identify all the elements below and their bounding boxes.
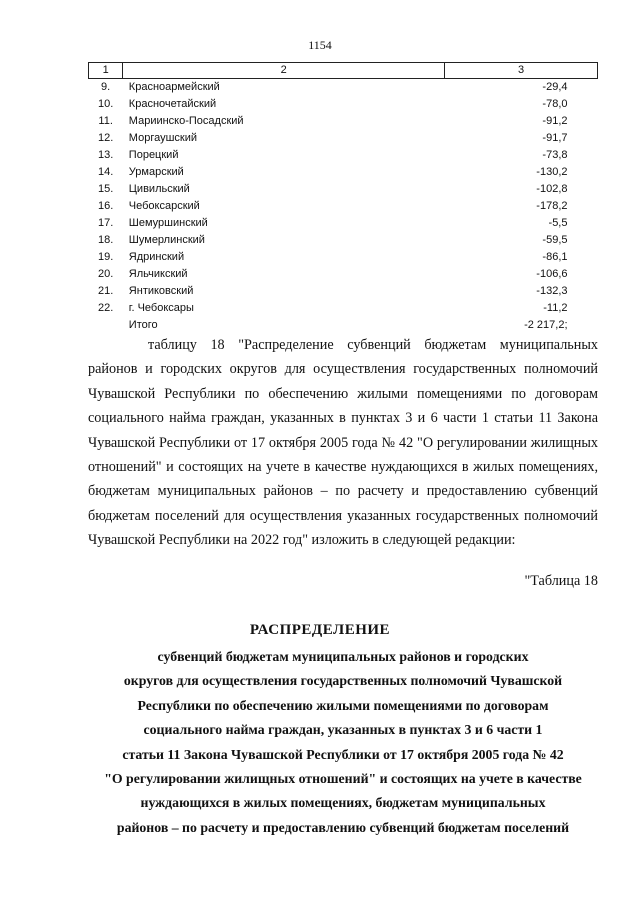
- table-label: "Таблица 18: [524, 573, 598, 589]
- heading-title: РАСПРЕДЕЛЕНИЕ: [249, 622, 391, 638]
- row-value: -29,4: [542, 81, 568, 93]
- header-col-2: 2: [123, 63, 445, 79]
- row-value: -102,8: [536, 183, 568, 195]
- row-number: 9.: [101, 81, 111, 93]
- row-value: -78,0: [542, 98, 568, 110]
- table-header-row: [89, 63, 598, 79]
- row-number: 13.: [98, 149, 114, 161]
- row-name: Порецкий: [128, 149, 179, 161]
- row-name: Яльчикский: [128, 268, 188, 280]
- table-row: [89, 215, 598, 232]
- heading-line: нуждающихся в жилых помещениях, бюджетам муниципальных: [140, 795, 546, 811]
- header-col-3: 3: [445, 63, 598, 79]
- row-name: Шумерлинский: [128, 234, 205, 246]
- table-row: [89, 79, 598, 97]
- table-row: [89, 147, 598, 164]
- table-row: [89, 181, 598, 198]
- row-number: 22.: [98, 302, 114, 314]
- row-name: Мариинско-Посадский: [128, 115, 244, 127]
- row-value: -5,5: [548, 217, 568, 229]
- table-row: [89, 317, 598, 334]
- row-name: Ядринский: [128, 251, 185, 263]
- heading-line: Республики по обеспечению жилыми помещениями по договорам: [137, 697, 549, 713]
- row-name: Красночетайский: [128, 98, 217, 110]
- row-value: -86,1: [542, 251, 568, 263]
- row-value: -132,3: [536, 285, 568, 297]
- row-name: Урмарский: [128, 166, 184, 178]
- row-number: 11.: [98, 115, 113, 127]
- body-paragraph: таблицу 18 "Распределение субвенций бюджетам муниципальных районов и городских округов для осуществления государственных полномочий Чувашской Республики по обеспечению жилыми помещениями по договорам социального найма граждан, указанных в пунктах 3 и 6 части 1 статьи 11 Закона Чувашской Республики от 17 октября 2005 года № 42 "О регулировании жилищных отношений" и состоящих на учете в качестве нуждающихся в жилых помещениях, бюджетам муниципальных районов – по расчету и предоставлению субвенций бюджетам поселений для осуществления указанных государственных полномочий Чувашской Республики на 2022 год" изложить в следующей редакции:: [88, 337, 598, 549]
- row-value: -91,2: [542, 115, 568, 127]
- table-row: [89, 249, 598, 266]
- row-number: 19.: [98, 251, 114, 263]
- row-number: 16.: [98, 200, 114, 212]
- table-row: [89, 198, 598, 215]
- table-row: [89, 164, 598, 181]
- heading-line: статьи 11 Закона Чувашской Республики от 17 октября 2005 года № 42: [122, 746, 564, 762]
- row-number: 18.: [98, 234, 114, 246]
- page-number: 1154: [308, 38, 332, 52]
- heading-line: районов – по расчету и предоставлению субвенций бюджетам поселений: [116, 819, 570, 835]
- row-number: 21.: [98, 285, 114, 297]
- row-value: -178,2: [536, 200, 568, 212]
- row-name: г. Чебоксары: [128, 302, 194, 314]
- table-row: [89, 266, 598, 283]
- row-number: 14.: [98, 166, 114, 178]
- row-number: 17.: [98, 217, 114, 229]
- table-row: [89, 300, 598, 317]
- heading-line: субвенций бюджетам муниципальных районов и городских: [157, 649, 529, 664]
- table-row: [89, 232, 598, 249]
- table-row: [89, 283, 598, 300]
- row-name: Цивильский: [128, 183, 190, 195]
- table-row: [89, 96, 598, 113]
- row-value: -2 217,2;: [524, 319, 568, 331]
- row-number: 15.: [98, 183, 114, 195]
- row-value: -106,6: [536, 268, 568, 280]
- row-name: Шемуршинский: [128, 217, 208, 229]
- row-name: Красноармейский: [128, 81, 220, 93]
- row-name: Чебоксарский: [128, 200, 200, 212]
- row-name: Итого: [128, 319, 158, 331]
- row-number: 12.: [98, 132, 114, 144]
- row-value: -91,7: [542, 132, 568, 144]
- row-number: 20.: [98, 268, 114, 280]
- row-number: [89, 317, 123, 334]
- heading-line: "О регулировании жилищных отношений" и состоящих на учете в качестве: [104, 771, 582, 787]
- row-value: -11,2: [543, 302, 568, 314]
- heading-line: социального найма граждан, указанных в пунктах 3 и 6 части 1: [143, 722, 543, 738]
- heading-line: округов для осуществления государственных полномочий Чувашской: [123, 673, 563, 689]
- subsidy-table: [88, 62, 598, 334]
- row-number: 10.: [98, 98, 114, 110]
- table-row: [89, 113, 598, 130]
- header-col-1: 1: [89, 63, 123, 79]
- row-name: Моргаушский: [128, 132, 198, 144]
- heading-subtitle: [88, 645, 598, 840]
- row-value: -130,2: [536, 166, 568, 178]
- row-name: Янтиковский: [128, 285, 194, 297]
- row-value: -73,8: [542, 149, 568, 161]
- table-row: [89, 130, 598, 147]
- row-value: -59,5: [542, 234, 568, 246]
